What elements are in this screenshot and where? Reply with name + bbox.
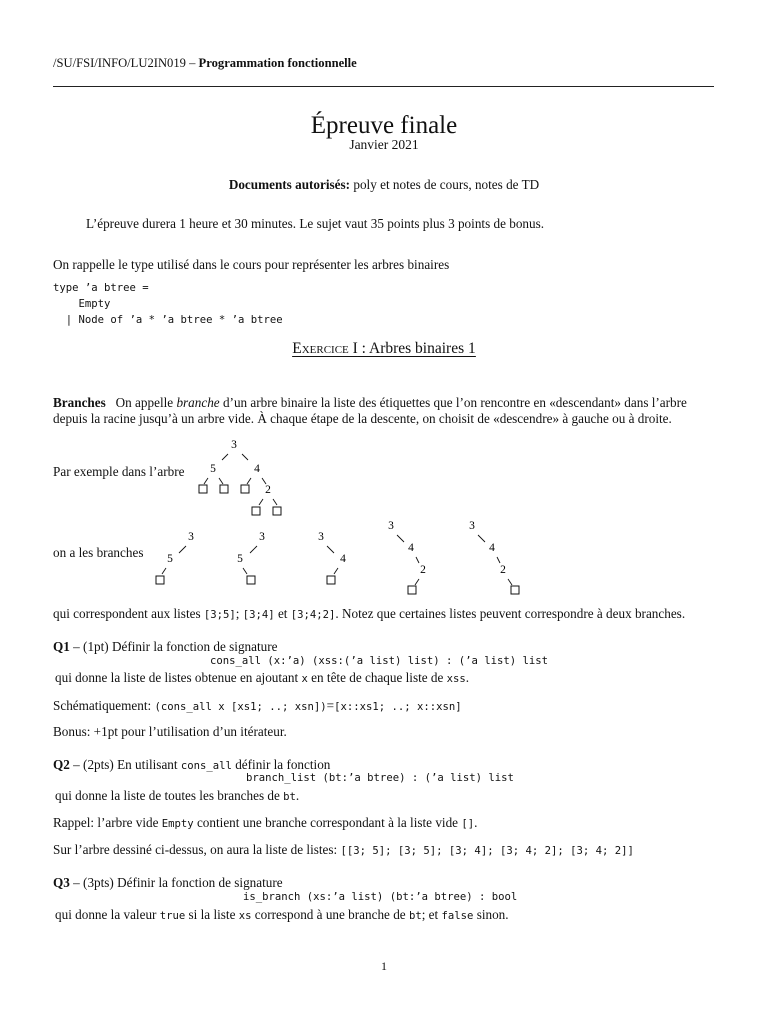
lists-text: qui correspondent aux listes [53,606,204,621]
documents-label: Documents autorisés: [228,177,351,192]
empty-leaf [327,576,335,584]
type-code-line: type ’a btree = [53,282,149,294]
branch-node: 5 [237,553,243,565]
empty-leaf [247,576,255,584]
header-course: Programmation fonctionnelle [198,56,357,70]
empty-leaf [156,576,164,584]
q1-points: – (1pt) Définir la fonction de signature [69,639,278,654]
branch-diagram-2 [237,531,265,584]
branch-node: 2 [420,564,426,576]
q3-code: bt [408,910,422,922]
q2-description [55,787,299,805]
q3-text: correspond à une branche de [251,907,409,922]
q3-text: ; et [421,907,442,922]
q1-code: [x::xs1; ..; x::xsn] [334,701,462,713]
empty-leaf [199,485,207,493]
branch-node: 4 [408,542,414,554]
node-root: 3 [231,439,237,451]
branches-text: On appelle [115,395,177,410]
empty-leaf [273,507,281,515]
q3-signature: is_branch (xs:’a list) (bt:’a btree) : bool [243,891,518,903]
empty-leaf [241,485,249,493]
q2-signature: branch_list (bt:’a btree) : (’a list) list [246,772,514,784]
branch-node: 3 [259,531,265,543]
q2-text: . [295,788,300,803]
branch-node: 4 [489,542,495,554]
q2-text: – (2pts) En utilisant [69,757,181,772]
empty-leaf [408,586,416,594]
node-right: 4 [254,463,260,475]
q2-code: cons_all [180,760,232,772]
page-subtitle: Janvier 2021 [349,137,419,152]
q3-code: false [441,910,474,922]
q3-description [55,906,509,924]
q2-code: Empty [161,818,194,830]
lists-text: et [274,606,291,621]
branch-node: 3 [388,520,394,532]
q3-points: – (3pts) Définir la fonction de signature [69,875,283,890]
example-label: Par exemple dans l’arbre [53,464,185,479]
empty-leaf [220,485,228,493]
branch-node: 3 [318,531,324,543]
q2-example [53,841,634,859]
type-intro: On rappelle le type utilisé dans le cours pour représenter les arbres binaires [53,257,450,272]
q1-code: (cons_all x [xs1; ..; xsn]) [154,701,327,713]
q1-text: . [465,670,470,685]
branches-term: branche [176,395,220,410]
q2-label: Q2 [53,757,70,772]
q2-rappel [53,814,477,832]
q2-text: . [474,815,478,830]
branch-diagram-5 [469,520,519,594]
q1-text: qui donne la liste de listes obtenue en ajoutant [55,670,302,685]
branch-node: 2 [500,564,506,576]
q2-code: bt [283,791,296,803]
q1-code: x [301,673,308,685]
lists-text: . Notez que certaines listes peuvent correspondre à deux branches. [335,606,686,621]
q3-code: true [159,910,186,922]
q1-heading [53,638,278,656]
q3-text: si la liste [185,907,239,922]
branches-heading: Branches [53,395,106,410]
branch-diagram-3 [318,531,346,584]
empty-leaf [511,586,519,594]
q2-text: Rappel: l’arbre vide [53,815,162,830]
q1-code: xss [446,673,466,685]
branch-diagram-4 [388,520,426,594]
q1-text: Schématiquement: [53,698,155,713]
q3-text: qui donne la valeur [55,907,160,922]
page-title: Épreuve finale [310,112,458,139]
branches-text: d’un arbre binaire la liste des étiquettes que l’on rencontre en «descendant» dans l’arbre [219,395,687,410]
branch-node: 3 [188,531,194,543]
q2-code: [[3; 5]; [3; 5]; [3; 4]; [3; 4; 2]; [3; 4; 2]] [340,845,634,857]
node-rr: 2 [265,484,271,496]
list-code: [3;4;2] [290,609,336,621]
list-code: [3;4] [242,609,275,621]
branch-node: 5 [167,553,173,565]
lists-line [53,605,685,623]
q3-label: Q3 [53,875,70,890]
q3-text: sinon. [473,907,509,922]
list-code: [3;5] [203,609,236,621]
branch-node: 4 [340,553,346,565]
header-path: /SU/FSI/INFO/LU2IN019 – [53,56,199,70]
q3-heading [53,874,283,892]
q1-bonus: Bonus: +1pt pour l’utilisation d’un itérateur. [53,724,287,739]
q2-text: définir la fonction [231,757,331,772]
lists-text: ; [235,606,243,621]
q3-code: xs [238,910,252,922]
q2-text: Sur l’arbre dessiné ci-dessus, on aura la liste de listes: [53,842,341,857]
example-tree [199,439,281,515]
q1-schema [53,697,462,715]
q1-signature: cons_all (x:’a) (xss:(’a list) list) : (’a list) list [210,655,549,667]
branches-label: on a les branches [53,545,144,560]
empty-leaf [252,507,260,515]
q1-text: en tête de chaque liste de [307,670,447,685]
q2-text: contient une branche correspondant à la liste vide [193,815,462,830]
branches-line-2: depuis la racine jusqu’à un arbre vide. À chaque étape de la descente, on choisit de «descendre» à gauche ou à droite. [53,411,672,426]
documents-text: poly et notes de cours, notes de TD [350,177,540,192]
q1-description [55,669,469,687]
q1-text: = [326,698,335,713]
type-code-line: | Node of ’a * ’a btree * ’a btree [53,314,283,326]
q1-label: Q1 [53,639,70,654]
branch-diagram-1 [156,531,194,584]
exercise-rest: : Arbres binaires 1 [357,340,476,357]
type-code-line: Empty [53,298,111,310]
duration-line: L’épreuve durera 1 heure et 30 minutes. Le sujet vaut 35 points plus 3 points de bonus. [86,216,545,231]
q2-text: qui donne la liste de toutes les branches de [55,788,284,803]
q2-code: [] [461,818,475,830]
page-number: 1 [381,959,387,973]
exercise-prefix: Exercice I [292,340,358,357]
branch-node: 3 [469,520,475,532]
node-left: 5 [210,463,216,475]
